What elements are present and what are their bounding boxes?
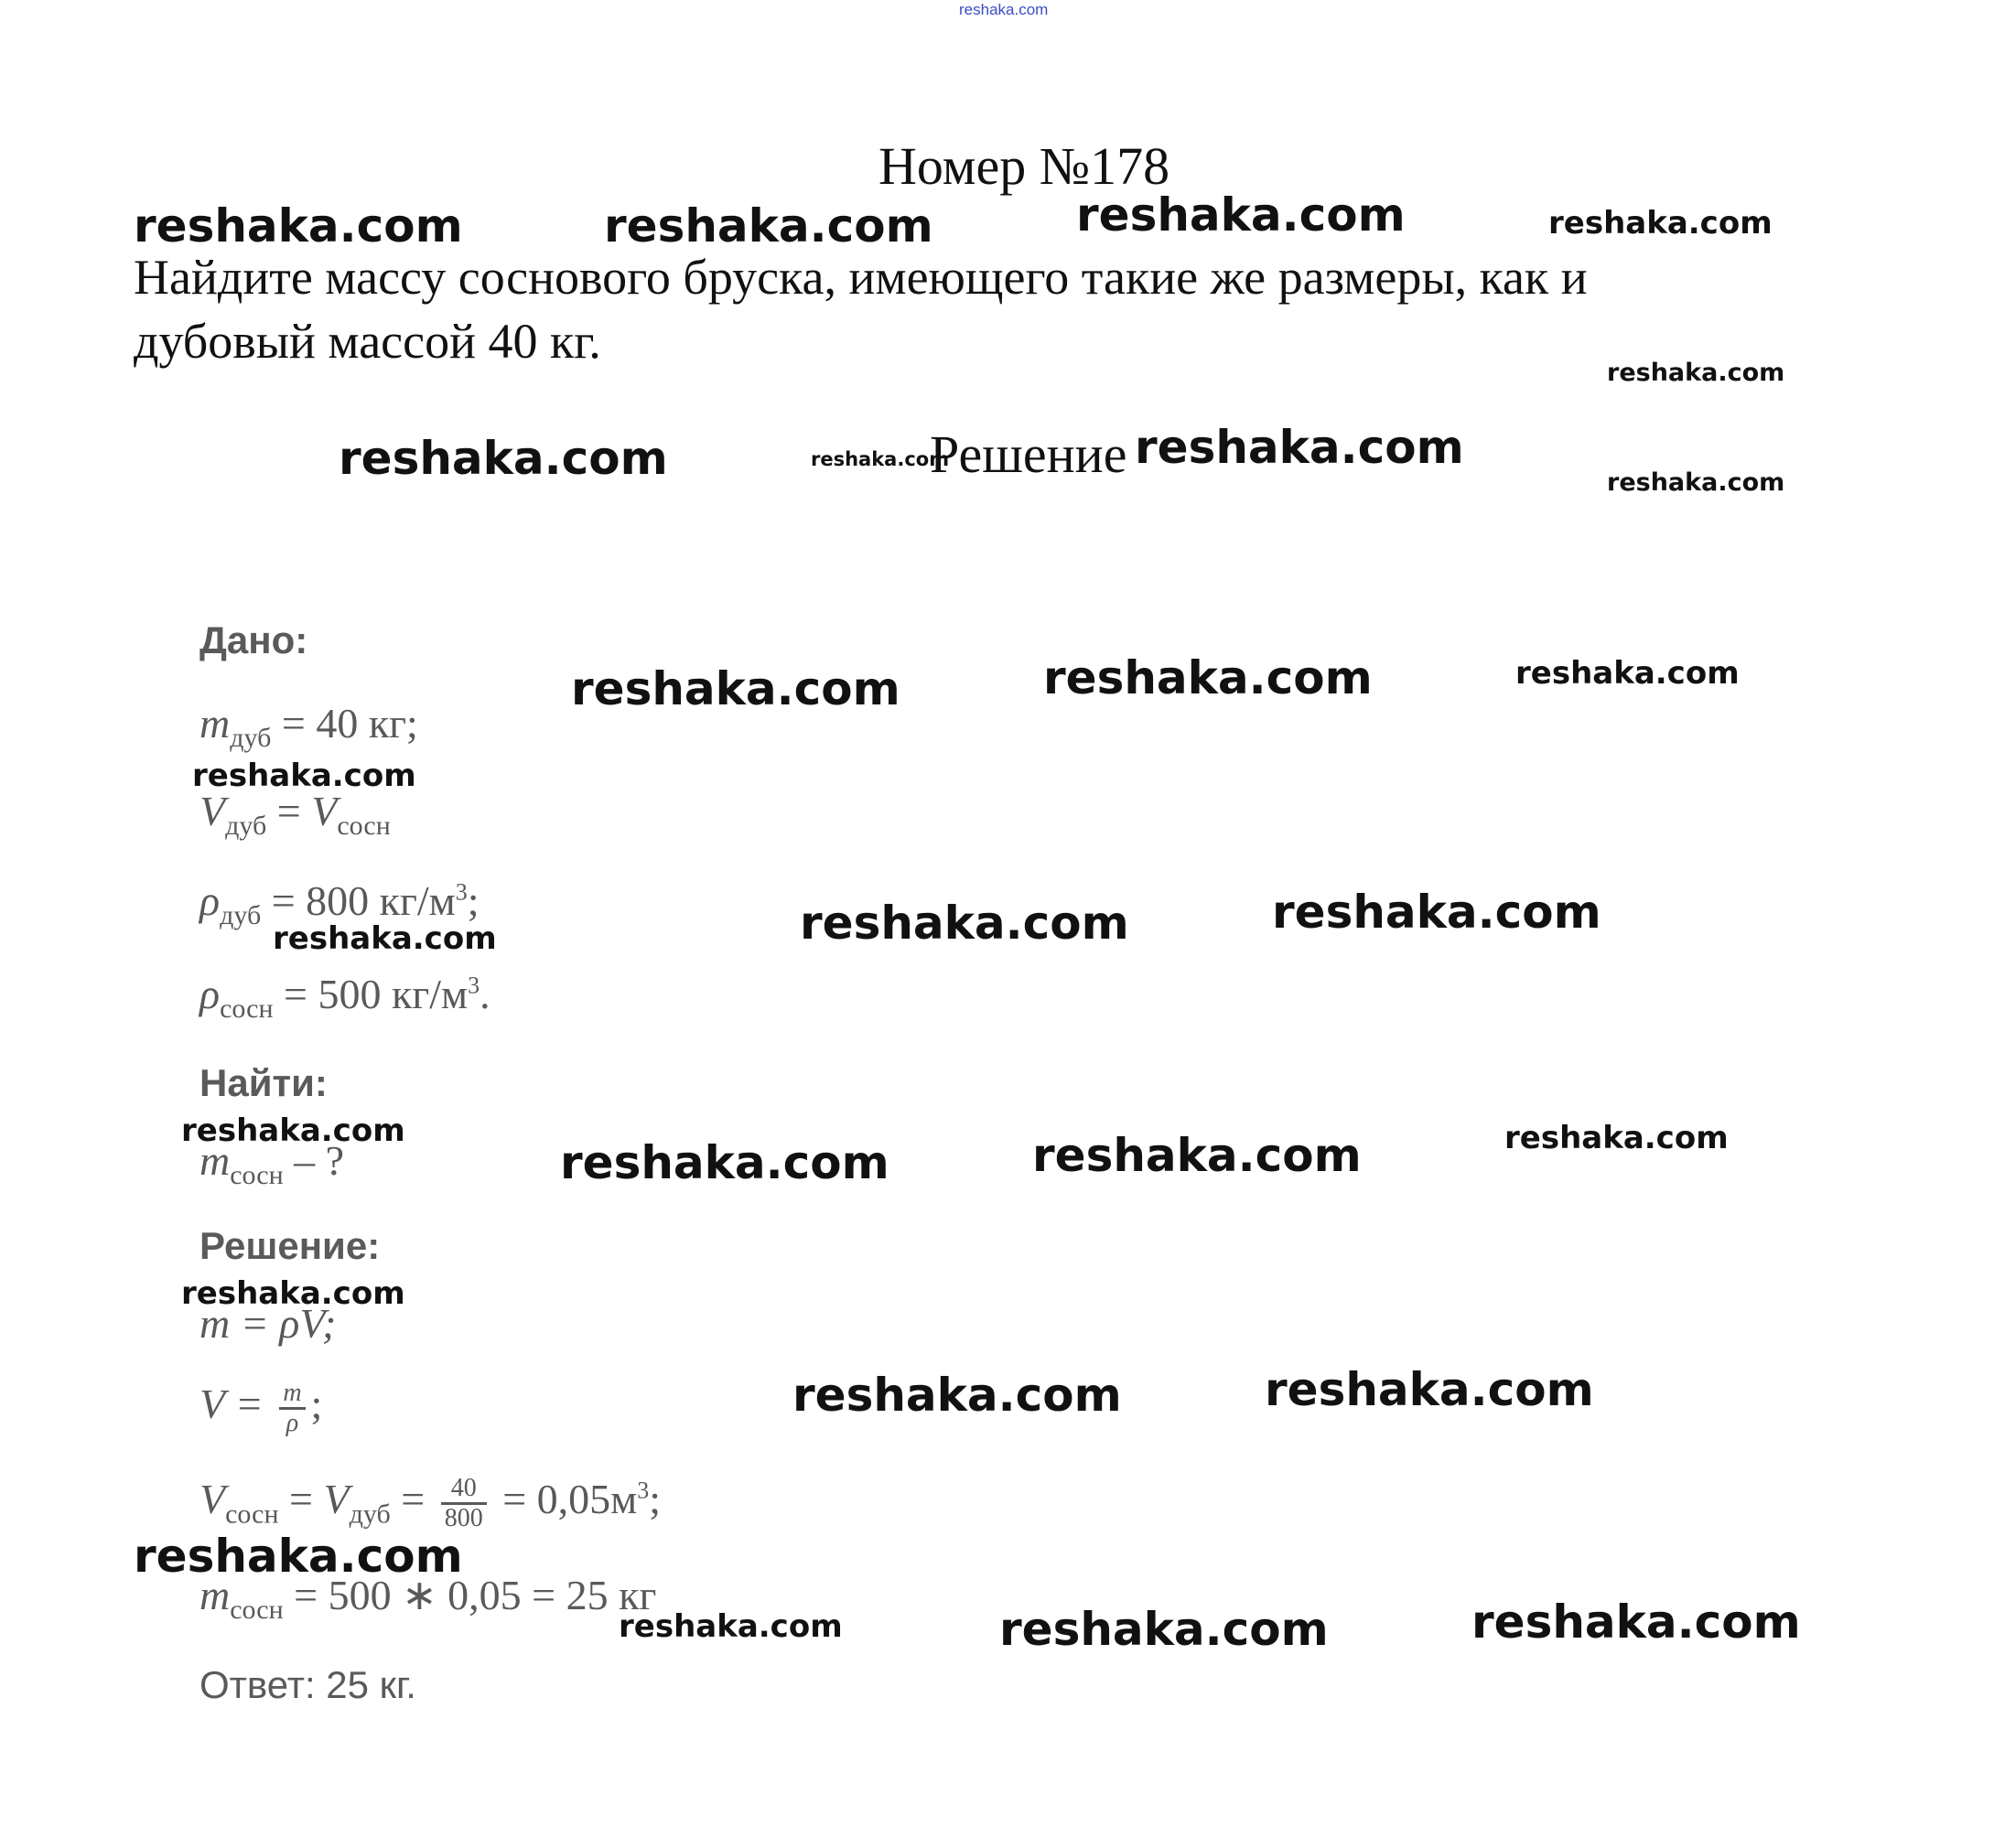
watermark: reshaka.com: [619, 1608, 843, 1645]
watermark: reshaka.com: [192, 757, 416, 794]
given-heading: Дано:: [199, 618, 308, 661]
solution-heading: Решение:: [199, 1224, 381, 1267]
watermark: reshaka.com: [999, 1603, 1329, 1656]
watermark: reshaka.com: [1272, 886, 1601, 939]
given-density-oak: $\rho_{дуб} = 800$ $кг/м^3$;: [199, 877, 480, 931]
watermark: reshaka.com: [1135, 421, 1464, 474]
section-title-solution: Решение: [930, 424, 1127, 484]
given-mass-oak: $m_{дуб} = 40$ кг;: [199, 700, 418, 754]
watermark: reshaka.com: [1076, 188, 1406, 242]
watermark: reshaka.com: [181, 1275, 405, 1312]
given-density-pine: $\rho_{сосн} = 500$ $кг/м^3$.: [199, 971, 490, 1025]
watermark: reshaka.com: [560, 1136, 889, 1189]
top-watermark: reshaka.com: [959, 1, 1049, 18]
watermark: reshaka.com: [1043, 651, 1373, 704]
watermark: reshaka.com: [792, 1369, 1122, 1422]
find-heading: Найти:: [199, 1061, 328, 1104]
watermark: reshaka.com: [273, 920, 497, 957]
watermark: reshaka.com: [800, 897, 1129, 950]
watermark: reshaka.com: [1548, 205, 1773, 242]
watermark: reshaka.com: [1607, 468, 1785, 497]
watermark: reshaka.com: [1607, 359, 1785, 387]
watermark: reshaka.com: [1265, 1363, 1594, 1416]
formula-volume: V = $\frac{m}{\rho}$ ;: [199, 1379, 323, 1437]
formula-mass-result: $m_{сосн} = 500$ ∗ 0,05 = 25 кг: [199, 1572, 657, 1626]
fraction: $\frac{m}{\rho}$: [279, 1380, 305, 1437]
watermark: reshaka.com: [134, 1530, 463, 1583]
watermark: reshaka.com: [181, 1112, 405, 1149]
formula-volume-value: $V_{сосн} = V_{дуб}$ = $\frac{40}{800}$ = $0,05м^3$;: [199, 1474, 662, 1532]
watermark: reshaka.com: [134, 199, 463, 252]
watermark: reshaka.com: [811, 448, 950, 470]
watermark: reshaka.com: [1032, 1129, 1362, 1182]
problem-statement: Найдите массу соснового бруска, имеющего такие же размеры, как и дубовый массой 40 кг.: [134, 250, 1588, 369]
answer: Ответ: 25 кг.: [199, 1663, 416, 1706]
fraction: $\frac{40}{800}$: [441, 1475, 487, 1532]
watermark: reshaka.com: [571, 662, 900, 715]
watermark: reshaka.com: [1515, 655, 1740, 692]
find-mass-pine: $m_{сосн}$ – ?: [199, 1137, 345, 1191]
page-title: Номер №178: [878, 136, 1170, 196]
watermark: reshaka.com: [339, 432, 668, 485]
watermark: reshaka.com: [1471, 1596, 1801, 1649]
watermark: reshaka.com: [604, 199, 933, 252]
formula-mass: m = ρV;: [199, 1300, 337, 1347]
given-volume-equal: $V_{дуб} = V_{сосн}$: [199, 788, 391, 842]
watermark: reshaka.com: [1504, 1120, 1729, 1156]
